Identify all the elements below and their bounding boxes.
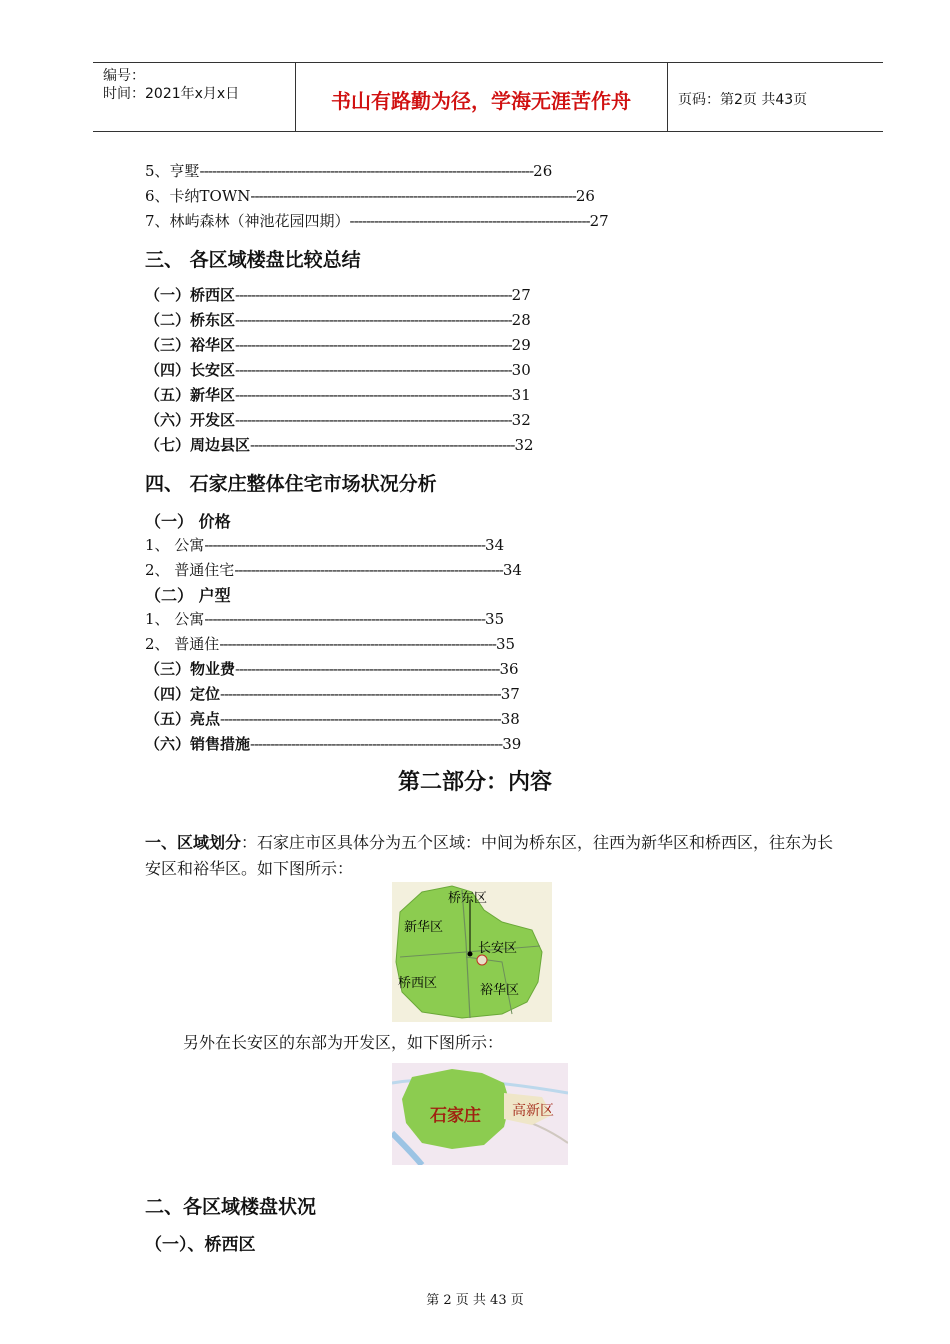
toc-page: 38: [500, 710, 520, 728]
toc-entry[interactable]: [145, 434, 825, 455]
page-footer: 第 2 页 共 43 页: [426, 1293, 524, 1308]
toc-leader: --------------------------------------------------------------------: [235, 361, 512, 379]
toc-label: （三）裕华区: [145, 336, 236, 354]
toc-entry[interactable]: [145, 384, 825, 405]
region-paragraph: [145, 830, 845, 882]
toc-entry[interactable]: [145, 409, 825, 430]
toc-page: 32: [511, 411, 531, 429]
toc-entry[interactable]: [145, 683, 825, 704]
subsection-title: （一）、桥西区: [145, 1235, 256, 1255]
toc-page: 27: [511, 286, 531, 304]
region-text: ：石家庄市区具体分为五个区域：中间为桥东区，往西为新华区和桥西区，往东为长安区和裕华区。如下图所示：: [145, 833, 834, 878]
toc-entry[interactable]: [145, 559, 825, 580]
toc-entry[interactable]: [145, 608, 825, 629]
map-label-gaoxin: 高新区: [512, 1103, 554, 1119]
toc-page: 28: [511, 311, 531, 329]
toc-leader: --------------------------------------------------------------: [250, 735, 503, 753]
toc-leader: -----------------------------------------------------------------: [250, 436, 515, 454]
toc-label: 7、林屿森林（神池花园四期）: [145, 212, 350, 230]
header-page-info: 页码：第2页 共43页: [678, 92, 808, 108]
toc-entry[interactable]: [145, 733, 825, 754]
toc-page: 34: [502, 561, 522, 579]
map-label-qiaodong: 桥东区: [448, 891, 488, 906]
toc-leader: --------------------------------------------------------------------: [235, 311, 512, 329]
toc-entry[interactable]: [145, 160, 825, 181]
toc-leader: --------------------------------------------------------------------: [219, 635, 496, 653]
toc-label: （二）桥东区: [145, 311, 236, 329]
map-label-city: 石家庄: [430, 1106, 481, 1126]
region-heading: 一、区域划分: [145, 833, 242, 852]
toc-page: 39: [502, 735, 522, 753]
dev-zone-paragraph: 另外在长安区的东部为开发区，如下图所示：: [183, 1033, 504, 1052]
toc-label: （四）定位: [145, 685, 221, 703]
toc-entry[interactable]: [145, 534, 825, 555]
toc-label: （四）长安区: [145, 361, 236, 379]
toc-page: 35: [495, 635, 516, 653]
toc-leader: ---------------------------------------------------------------------: [220, 710, 501, 728]
toc-page: 36: [499, 660, 519, 678]
map-label-changan: 长安区: [478, 941, 518, 956]
toc-entry[interactable]: [145, 309, 825, 330]
toc-label: 6、卡纳TOWN: [145, 187, 251, 205]
toc-label: 2、 普通住: [145, 635, 220, 653]
subsection-title: （一） 价格: [145, 512, 231, 531]
toc-entry[interactable]: [145, 708, 825, 729]
toc-leader: --------------------------------------------------------------------: [235, 386, 512, 404]
toc-entry[interactable]: [145, 334, 825, 355]
toc-page: 26: [575, 187, 595, 205]
map-label-qiaoxi: 桥西区: [398, 976, 438, 991]
toc-entry[interactable]: [145, 658, 825, 679]
header-number: 编号：: [103, 68, 145, 84]
toc-entry[interactable]: [145, 633, 825, 654]
toc-label: （六）开发区: [145, 411, 236, 429]
toc-label: 1、 公寓: [145, 536, 205, 554]
map-label-xinhua: 新华区: [404, 920, 444, 935]
header-meta: [103, 67, 239, 103]
part-title: 第二部分：内容: [397, 770, 552, 795]
subsection-title: （二） 户型: [145, 586, 231, 605]
section-title: 二、各区域楼盘状况: [145, 1196, 317, 1218]
toc-label: 1、 公寓: [145, 610, 205, 628]
toc-leader: ------------------------------------------------------------------: [234, 561, 503, 579]
section-title: 三、 各区域楼盘比较总结: [145, 249, 361, 271]
section-title: 四、 石家庄整体住宅市场状况分析: [145, 473, 437, 495]
toc-label: （三）物业费: [145, 660, 236, 678]
toc-label: （一）桥西区: [145, 286, 236, 304]
district-map: [392, 882, 552, 1022]
toc-page: 27: [589, 212, 609, 230]
toc-label: （五）新华区: [145, 386, 236, 404]
toc-page: 29: [511, 336, 531, 354]
toc-entry[interactable]: [145, 210, 825, 231]
toc-page: 37: [500, 685, 520, 703]
toc-page: 35: [485, 610, 505, 628]
toc-label: （七）周边县区: [145, 436, 251, 454]
toc-page: 26: [533, 162, 553, 180]
toc-leader: --------------------------------------------------------------------------------: [250, 187, 576, 205]
toc-entry[interactable]: [145, 185, 825, 206]
toc-leader: --------------------------------------------------------------------: [235, 336, 512, 354]
page-header: [93, 62, 883, 132]
map-label-yuhua: 裕华区: [480, 983, 520, 998]
toc-leader: --------------------------------------------------------------------: [235, 411, 512, 429]
toc-leader: -----------------------------------------------------------: [349, 212, 590, 230]
toc-leader: ----------------------------------------------------------------------------------: [199, 162, 534, 180]
toc-page: 30: [511, 361, 531, 379]
toc-leader: ---------------------------------------------------------------------: [204, 536, 486, 554]
header-divider: [667, 63, 668, 131]
toc-label: （五）亮点: [145, 710, 221, 728]
dev-zone-map: [392, 1063, 568, 1165]
toc-page: 32: [514, 436, 534, 454]
toc-leader: --------------------------------------------------------------------: [235, 286, 512, 304]
header-motto: 书山有路勤为径，学海无涯苦作舟: [331, 89, 631, 113]
toc-entry[interactable]: [145, 359, 825, 380]
toc-leader: ---------------------------------------------------------------------: [204, 610, 486, 628]
toc-leader: -----------------------------------------------------------------: [235, 660, 500, 678]
header-time: 时间：2021年x月x日: [103, 86, 240, 102]
toc-label: 5、亨墅: [145, 162, 200, 180]
toc-entry[interactable]: [145, 284, 825, 305]
toc-label: 2、 普通住宅: [145, 561, 235, 579]
toc-leader: ---------------------------------------------------------------------: [220, 685, 501, 703]
toc-label: （六）销售措施: [145, 735, 251, 753]
toc-page: 31: [511, 386, 531, 404]
toc-page: 34: [485, 536, 505, 554]
